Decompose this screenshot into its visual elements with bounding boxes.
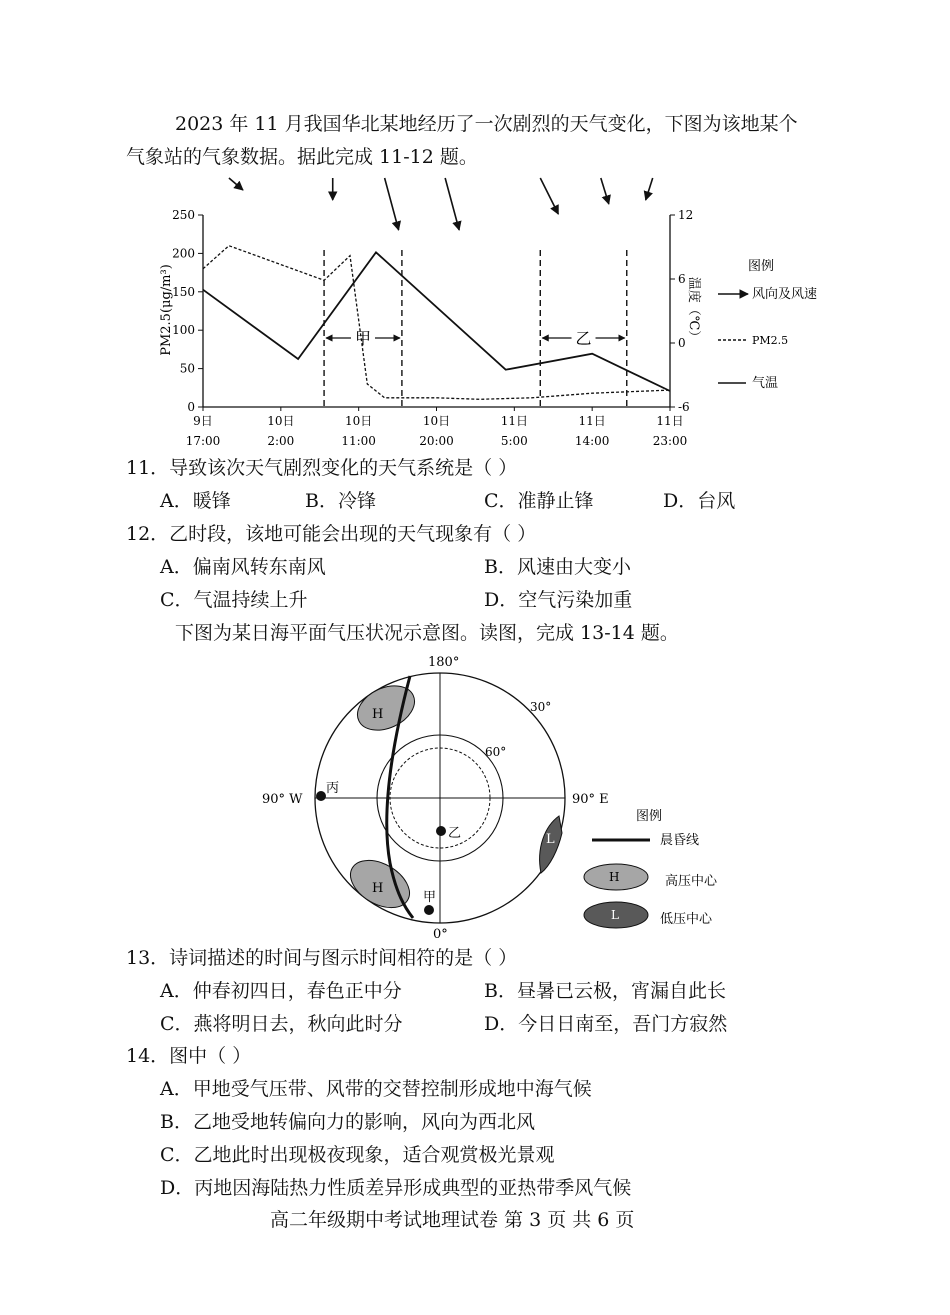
high-pressure-label-top: H [372, 707, 384, 722]
intro-line-1: 2023 年 11 月我国华北某地经历了一次剧烈的天气变化，下图为该地某个 [175, 113, 798, 135]
intro2-text: 下图为某日海平面气压状况示意图。读图，完成 13-14 题。 [175, 622, 679, 644]
q14-option-d: D．丙地因海陆热力性质差异形成典型的亚热带季风气候 [160, 1177, 632, 1199]
map-legend-terminator-label: 晨昏线 [660, 833, 700, 848]
left-tick-label: 150 [172, 284, 195, 299]
x-tick-time-label: 5:00 [500, 434, 528, 448]
left-tick-label: 100 [172, 323, 195, 338]
point-jia-label: 甲 [423, 890, 437, 905]
point-bing [316, 791, 326, 801]
q12-option-b: B．风速由大变小 [484, 556, 631, 578]
map-label-90w: 90° W [262, 792, 303, 807]
q13-option-a: A．仲春初四日，春色正中分 [160, 980, 402, 1002]
page-footer: 高二年级期中考试地理试卷 第 3 页 共 6 页 [270, 1209, 635, 1231]
x-tick-time-label: 14:00 [574, 434, 610, 448]
q11-option-a: A．暖锋 [160, 490, 231, 512]
q11-option-d: D．台风 [663, 490, 736, 512]
map-legend-high-letter: H [609, 870, 620, 884]
left-tick-label: 250 [172, 208, 195, 222]
q13-option-c: C．燕将明日去，秋向此时分 [160, 1013, 403, 1035]
wind-arrow [229, 178, 243, 190]
map-legend-title: 图例 [636, 809, 663, 824]
map-label-180: 180° [428, 655, 460, 670]
q13-stem: 13．诗词描述的时间与图示时间相符的是（ ） [126, 947, 518, 969]
x-tick-day-label: 11日 [500, 414, 528, 428]
x-tick-time-label: 2:00 [267, 434, 295, 448]
wind-arrow [445, 178, 459, 230]
q14-stem: 14．图中（ ） [126, 1045, 252, 1067]
x-tick-day-label: 11日 [656, 414, 684, 428]
legend-pm25-label: PM2.5 [752, 334, 789, 347]
chart-legend-title: 图例 [748, 259, 775, 274]
q13-option-b: B．昼暑已云极，宵漏自此长 [484, 980, 726, 1002]
chart-y-axis-label: PM2.5(μg/m³) [159, 264, 174, 356]
pm25-series-line [203, 246, 670, 400]
left-tick-label: 0 [187, 400, 195, 414]
x-tick-time-label: 11:00 [341, 434, 376, 448]
wind-arrow [646, 178, 653, 200]
q11-option-c: C．准静止锋 [484, 490, 594, 512]
chart-y2-axis-label: 温度（℃） [686, 276, 701, 344]
x-tick-day-label: 11日 [578, 414, 606, 428]
map-label-60: 60° [485, 745, 507, 759]
temperature-series-line [203, 252, 670, 391]
q14-option-c: C．乙地此时出现极夜现象，适合观赏极光景观 [160, 1144, 555, 1166]
high-pressure-label-bottom: H [372, 881, 384, 896]
right-tick-label: -6 [678, 400, 690, 414]
intro-line-2: 气象站的气象数据。据此完成 11-12 题。 [126, 146, 478, 168]
right-tick-label: 12 [678, 208, 694, 222]
left-tick-label: 50 [179, 361, 195, 376]
x-tick-time-label: 23:00 [652, 434, 688, 448]
q13-option-d: D．今日日南至，吾门方寂然 [484, 1013, 728, 1035]
wind-arrow [385, 178, 399, 230]
map-legend-low-label: 低压中心 [660, 912, 713, 927]
low-pressure-label-right: L [546, 832, 555, 847]
x-tick-time-label: 17:00 [185, 434, 221, 448]
q12-option-c: C．气温持续上升 [160, 589, 308, 611]
q12-stem: 12．乙时段，该地可能会出现的天气现象有（ ） [126, 523, 537, 545]
period-label: 甲 [354, 329, 371, 348]
point-yi [436, 826, 446, 836]
period-label: 乙 [575, 329, 592, 348]
x-tick-time-label: 20:00 [419, 434, 454, 448]
x-tick-day-label: 10日 [345, 414, 373, 428]
q11-option-b: B．冷锋 [305, 490, 376, 512]
map-label-90e: 90° E [572, 792, 609, 807]
point-bing-label: 丙 [326, 781, 340, 796]
weather-chart [0, 170, 950, 460]
x-tick-day-label: 10日 [267, 414, 295, 428]
point-jia [424, 905, 434, 915]
wind-arrow [540, 178, 558, 214]
map-label-30: 30° [530, 700, 552, 714]
q14-option-a: A．甲地受气压带、风带的交替控制形成地中海气候 [160, 1078, 592, 1100]
x-tick-day-label: 9日 [193, 414, 213, 428]
point-yi-label: 乙 [448, 826, 462, 841]
left-tick-label: 200 [172, 246, 195, 261]
q12-option-a: A．偏南风转东南风 [160, 556, 326, 578]
legend-wind-label: 风向及风速 [752, 287, 818, 302]
map-legend-high-label: 高压中心 [665, 874, 718, 889]
legend-temp-label: 气温 [752, 376, 779, 391]
map-legend-low-letter: L [611, 908, 619, 922]
x-tick-day-label: 10日 [422, 414, 451, 428]
right-tick-label: 0 [678, 336, 686, 350]
q12-option-d: D．空气污染加重 [484, 589, 633, 611]
right-tick-label: 6 [678, 272, 686, 286]
q11-stem: 11．导致该次天气剧烈变化的天气系统是（ ） [126, 457, 518, 479]
map-label-0: 0° [433, 927, 448, 942]
q14-option-b: B．乙地受地转偏向力的影响，风向为西北风 [160, 1111, 535, 1133]
high-pressure-cell-top [350, 677, 421, 739]
pressure-map [0, 648, 950, 948]
wind-arrow [601, 178, 609, 204]
